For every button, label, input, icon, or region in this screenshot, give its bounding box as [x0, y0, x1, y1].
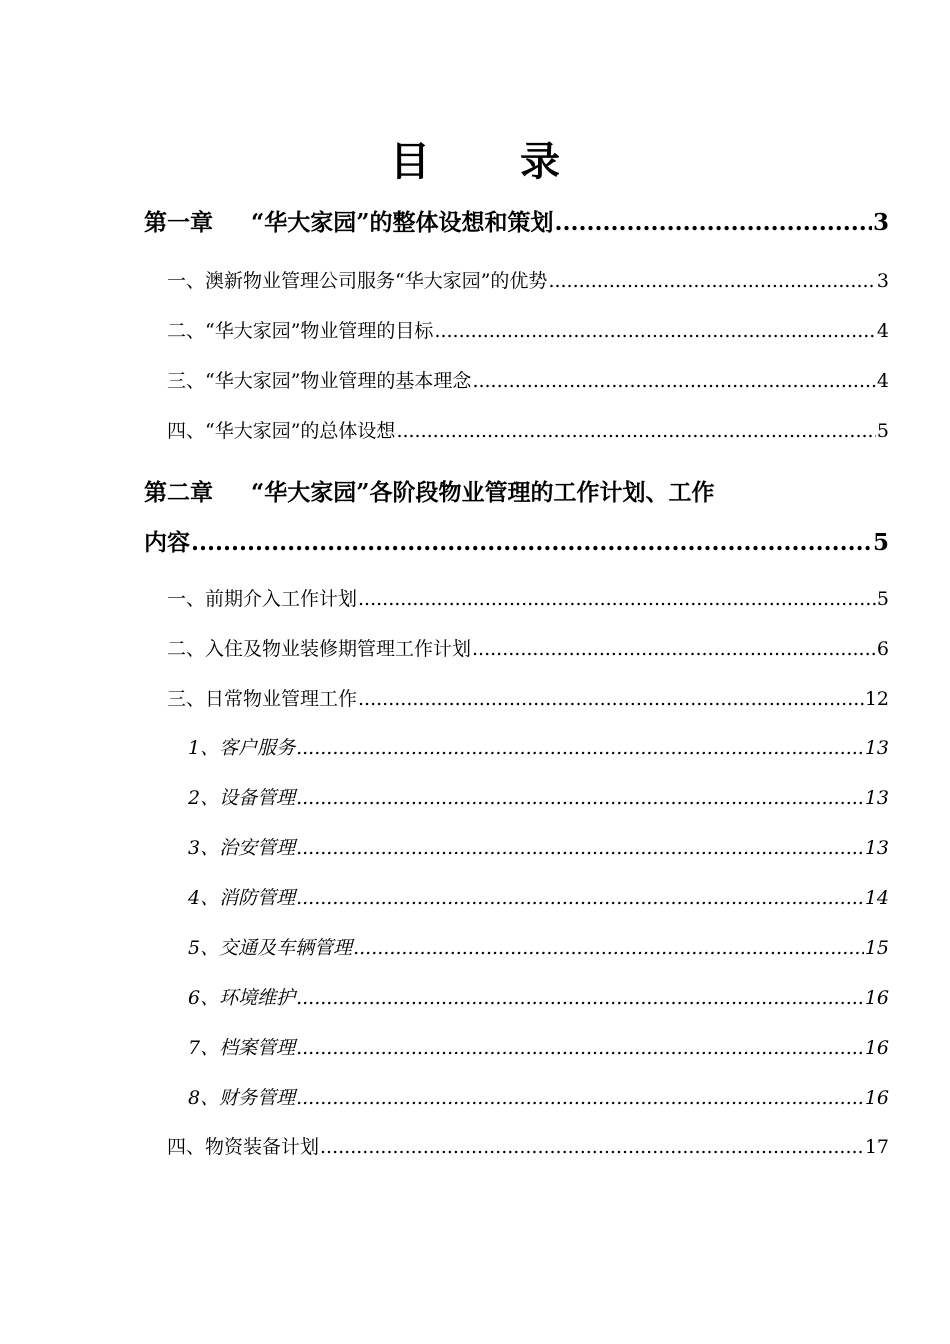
dot-leader: [472, 638, 876, 660]
page-number: 13: [864, 787, 889, 809]
dot-leader: [191, 529, 872, 556]
entry-label: 二、“华大家园”物业管理的目标: [167, 320, 434, 342]
dot-leader: [554, 209, 872, 236]
page-number: 16: [864, 1087, 889, 1109]
entry-label: 四、“华大家园”的总体设想: [167, 420, 396, 442]
entry-label: 2、设备管理: [188, 787, 296, 809]
page-number: 16: [864, 1037, 889, 1059]
entry-label: 1、客户服务: [188, 737, 296, 759]
chapter-title-continued: 内容: [144, 529, 190, 556]
toc-entry[interactable]: [167, 316, 889, 343]
toc-entry[interactable]: [167, 634, 889, 661]
page-number: 6: [876, 638, 889, 660]
dot-leader: [296, 837, 864, 859]
dot-leader: [296, 1087, 864, 1109]
toc-entry[interactable]: [167, 1132, 889, 1159]
dot-leader: [353, 937, 864, 959]
entry-label: 一、澳新物业管理公司服务“华大家园”的优势: [167, 270, 548, 292]
toc-entry[interactable]: [167, 684, 889, 711]
page-number: 12: [864, 688, 889, 710]
page-number: 5: [876, 588, 889, 610]
chapter-number: 第一章: [144, 209, 213, 236]
dot-leader: [434, 320, 875, 342]
entry-label: 四、物资装备计划: [167, 1136, 320, 1158]
page-number: 3: [876, 270, 889, 292]
page-number: 5: [872, 529, 889, 556]
dot-leader: [296, 1037, 864, 1059]
toc-entry[interactable]: [167, 584, 889, 611]
page-number: 4: [876, 320, 889, 342]
page-number: 16: [864, 987, 889, 1009]
dot-leader: [296, 737, 864, 759]
page-number: 5: [876, 420, 889, 442]
toc-subentry[interactable]: [188, 983, 889, 1010]
chapter-number: 第二章: [144, 479, 213, 506]
entry-label: 7、档案管理: [188, 1037, 296, 1059]
toc-subentry[interactable]: [188, 833, 889, 860]
chapter-label: [144, 204, 553, 237]
entry-label: 4、消防管理: [188, 887, 296, 909]
toc-subentry[interactable]: [188, 783, 889, 810]
chapter-title: “华大家园”各阶段物业管理的工作计划、工作: [251, 479, 715, 506]
toc-title: 目 录: [390, 138, 598, 185]
entry-label: 3、治安管理: [188, 837, 296, 859]
entry-label: 三、“华大家园”物业管理的基本理念: [167, 370, 472, 392]
entry-label: 二、入住及物业装修期管理工作计划: [167, 638, 472, 660]
page-number: 13: [864, 737, 889, 759]
chapter-title: “华大家园”的整体设想和策划: [251, 209, 554, 236]
page-number: 3: [872, 209, 889, 236]
dot-leader: [396, 420, 875, 442]
dot-leader: [296, 787, 864, 809]
toc-entry[interactable]: [167, 366, 889, 393]
dot-leader: [548, 270, 875, 292]
page-number: 15: [864, 937, 889, 959]
page-number: 14: [864, 887, 889, 909]
toc-subentry[interactable]: [188, 883, 889, 910]
entry-label: 三、日常物业管理工作: [167, 688, 358, 710]
entry-label: 5、交通及车辆管理: [188, 937, 353, 959]
dot-leader: [320, 1136, 864, 1158]
dot-leader: [296, 887, 864, 909]
dot-leader: [296, 987, 864, 1009]
dot-leader: [472, 370, 875, 392]
entry-label: 6、环境维护: [188, 987, 296, 1009]
toc-subentry[interactable]: [188, 933, 889, 960]
page-number: 17: [864, 1136, 889, 1158]
toc-subentry[interactable]: [188, 1083, 889, 1110]
page-number: 4: [876, 370, 889, 392]
toc-chapter-1[interactable]: [144, 204, 889, 237]
toc-entry[interactable]: [167, 416, 889, 443]
dot-leader: [358, 588, 876, 610]
toc-chapter-2-line2[interactable]: [144, 524, 889, 557]
entry-label: 一、前期介入工作计划: [167, 588, 358, 610]
entry-label: 8、财务管理: [188, 1087, 296, 1109]
dot-leader: [358, 688, 864, 710]
toc-entry[interactable]: [167, 266, 889, 293]
toc-subentry[interactable]: [188, 1033, 889, 1060]
page-number: 13: [864, 837, 889, 859]
toc-subentry[interactable]: [188, 733, 889, 760]
toc-chapter-2-line1[interactable]: [144, 474, 714, 507]
